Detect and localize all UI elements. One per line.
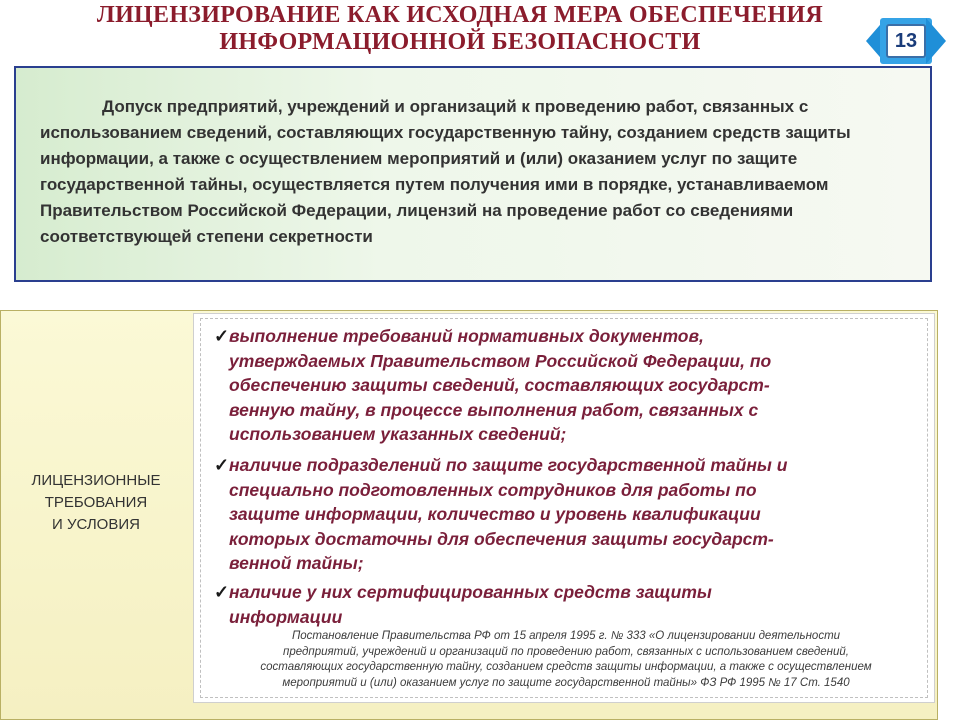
side-label-line-2: ТРЕБОВАНИЯ [44, 494, 148, 511]
intro-box [14, 66, 932, 282]
requirement-line: утверждаемых Правительством Российской Федерации, по [229, 350, 772, 371]
side-label-line-1: ЛИЦЕНЗИОННЫЕ [31, 472, 161, 489]
requirement-line: наличие подразделений по защите государственной тайны и [229, 455, 788, 475]
checkmark-icon: ✓ [214, 455, 230, 475]
requirement-line: защите информации, количество и уровень квалификации [229, 504, 761, 524]
requirement-line: которых достаточны для обеспечения защиты государст- [229, 528, 774, 549]
requirement-line: обеспечению защиты сведений, составляющих государст- [229, 375, 770, 395]
note-line-4: мероприятий и (или) оказанием услуг по защите государственной тайны» ФЗ РФ 1995 № 17 Ст. 1540 [282, 676, 850, 689]
note-line-3: составляющих государственную тайну, созданием средств защиты информации, а также с осуществлением [260, 661, 872, 673]
slide-number: 13 [886, 24, 926, 58]
legal-reference-note [206, 629, 926, 691]
slide-title-line-2: ИНФОРМАЦИОННОЙ БЕЗОПАСНОСТИ [219, 29, 701, 55]
checkmark-icon: ✓ [214, 582, 230, 602]
slide-number-badge [866, 18, 946, 64]
requirement-line: специально подготовленных сотрудников для работы по [229, 479, 757, 500]
side-label-line-3: И УСЛОВИЯ [52, 516, 140, 533]
requirement-item-2 [214, 453, 787, 576]
slide-title [40, 2, 880, 56]
note-line-2: предприятий, учреждений и организаций по проведению работ, связанных с использованием сведений, [283, 645, 849, 658]
requirement-item-3 [214, 580, 712, 629]
side-label [6, 470, 186, 536]
requirement-item-1 [214, 324, 771, 447]
slide-title-line-1: ЛИЦЕНЗИРОВАНИЕ КАК ИСХОДНАЯ МЕРА ОБЕСПЕЧЕНИЯ [96, 2, 824, 28]
checkmark-icon: ✓ [214, 326, 230, 346]
requirement-line: венную тайну, в процессе выполнения работ, связанных с [229, 399, 759, 420]
requirement-line: венной тайны; [229, 553, 364, 573]
requirement-line: информации [229, 606, 343, 627]
requirement-line: использованием указанных сведений; [229, 424, 567, 444]
intro-text: Допуск предприятий, учреждений и организаций к проведению работ, связанных с использованием сведений, составляющих государственную тайну, созданием средств защиты информации, а также с осуществлением мероприятий и (или) оказанием услуг по защите государственной тайны, осуществляется путем получения ими в порядке, устанавливаемом Правительством Российской Федерации, лицензий на проведение работ со сведениями соответствующей степени секретности [40, 97, 851, 246]
requirement-line: наличие у них сертифицированных средств защиты [229, 582, 712, 602]
note-line-1: Постановление Правительства РФ от 15 апреля 1995 г. № 333 «О лицензировании деятельности [291, 630, 841, 642]
requirement-line: выполнение требований нормативных документов, [229, 326, 704, 346]
arrow-right-icon [926, 18, 946, 64]
